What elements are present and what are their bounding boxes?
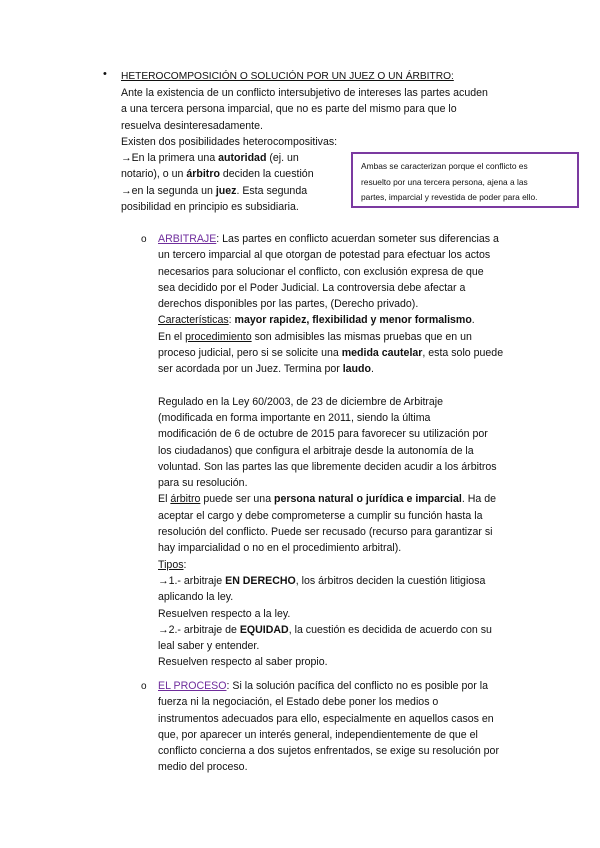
term-arbitro: árbitro (186, 168, 220, 181)
tipos-heading: Tipos: (158, 558, 187, 571)
intro-line: →En la primera una autoridad (ej. un (121, 152, 299, 165)
tipo-line: →2.- arbitraje de EQUIDAD, la cuestión es decidida de acuerdo con su (158, 623, 492, 636)
arbitraje-title: ARBITRAJE (158, 233, 217, 245)
proceso-line: instrumentos adecuados para ello, especialmente en aquellos casos en (158, 712, 494, 725)
sub-bullet-marker: o (141, 681, 147, 692)
callout-line: resuelto por una tercera persona, ajena a las (361, 176, 528, 187)
regulation-line: (modificada en forma importante en 2011, siendo la última (158, 411, 431, 424)
arbitraje-line: Características: mayor rapidez, flexibilidad y menor formalismo. (158, 314, 475, 327)
regulation-line: Regulado en la Ley 60/2003, de 23 de diciembre de Arbitraje (158, 395, 444, 408)
tipo-line: leal saber y entender. (158, 640, 260, 653)
intro-line: Ante la existencia de un conflicto intersubjetivo de intereses las partes acuden (121, 87, 488, 99)
regulation-line: para su resolución. (158, 477, 248, 490)
callout-box (351, 152, 579, 208)
arbitro-line: aceptar el cargo y debe comprometerse a cumplir su función hasta la (158, 509, 483, 522)
arbitraje-line: proceso judicial, pero si se solicite una medida cautelar, esta solo puede (158, 347, 504, 360)
arbitraje-line: derechos disponibles por las partes, (Derecho privado). (158, 298, 419, 311)
proceso-line: EL PROCESO: Si la solución pacífica del conflicto no es posible por la (158, 680, 488, 692)
intro-line: posibilidad en principio es subsidiaria. (121, 201, 299, 214)
term-autoridad: autoridad (218, 152, 267, 165)
term-juez: juez (215, 184, 237, 197)
callout-line: Ambas se caracterizan porque el conflicto es (361, 161, 528, 171)
regulation-line: voluntad. Son las partes las que libremente deciden acudir a los árbitros (158, 460, 497, 473)
intro-line: notario), o un árbitro deciden la cuestión (121, 168, 314, 181)
intro-line: resuelva desinteresadamente. (121, 119, 263, 132)
arbitro-line: hay imparcialidad o no en el procedimiento arbitral). (158, 542, 402, 555)
intro-line: a una tercera persona imparcial, que no es parte del mismo para que lo (121, 103, 457, 116)
intro-line: →en la segunda un juez. Esta segunda (121, 184, 308, 197)
section-heading: HETEROCOMPOSICIÓN O SOLUCIÓN POR UN JUEZ O UN ÁRBITRO: (121, 71, 454, 82)
proceso-line: que, por aparecer un interés general, independientemente de que el (158, 728, 478, 741)
proceso-title: EL PROCESO (158, 680, 227, 692)
arbitraje-line: sea decidido por el Poder Judicial. La controversia debe afectar a (158, 281, 466, 294)
intro-line: Existen dos posibilidades heterocompositivas: (121, 135, 338, 148)
arbitraje-line: ser acordada por un Juez. Termina por laudo. (158, 363, 374, 376)
arbitraje-line: necesarios para solucionar el conflicto, con exclusión expresa de que (158, 265, 484, 278)
tipo-line: Resuelven respecto a la ley. (158, 607, 291, 620)
proceso-line: conflicto concierna a dos sujetos enfrentados, se exige su resolución por (158, 745, 499, 758)
arbitraje-line: ARBITRAJE: Las partes en conflicto acuerdan someter sus diferencias a (158, 233, 499, 245)
tipo-line: →1.- arbitraje EN DERECHO, los árbitros deciden la cuestión litigiosa (158, 574, 486, 587)
paragraph-gap (158, 378, 528, 394)
tipo-line: aplicando la ley. (158, 591, 234, 604)
tipo-line: Resuelven respecto al saber propio. (158, 656, 328, 669)
proceso-section (158, 678, 528, 776)
sub-bullet-marker: o (141, 234, 147, 245)
arbitro-line: resolución del conflicto. Puede ser recusado (recurso para garantizar si (158, 526, 493, 539)
proceso-line: fuerza ni la negociación, el Estado debe poner los medios o (158, 696, 439, 709)
arbitraje-section (158, 231, 528, 671)
arbitraje-line: En el procedimiento son admisibles las mismas pruebas que en un (158, 330, 472, 343)
arbitraje-line: un tercero imparcial al que otorgan de potestad para efectuar los actos (158, 249, 491, 262)
bullet-marker: • (103, 68, 107, 80)
proceso-line: medio del proceso. (158, 761, 248, 774)
arbitro-line: El árbitro puede ser una persona natural o jurídica e imparcial. Ha de (158, 493, 496, 506)
regulation-line: modificación de 6 de octubre de 2015 para favorecer su utilización por (158, 428, 488, 441)
regulation-line: los ciudadanos) que configura el arbitraje desde la autonomía de la (158, 444, 474, 457)
callout-line: partes, imparcial y revestida de poder para ello. (361, 192, 538, 202)
